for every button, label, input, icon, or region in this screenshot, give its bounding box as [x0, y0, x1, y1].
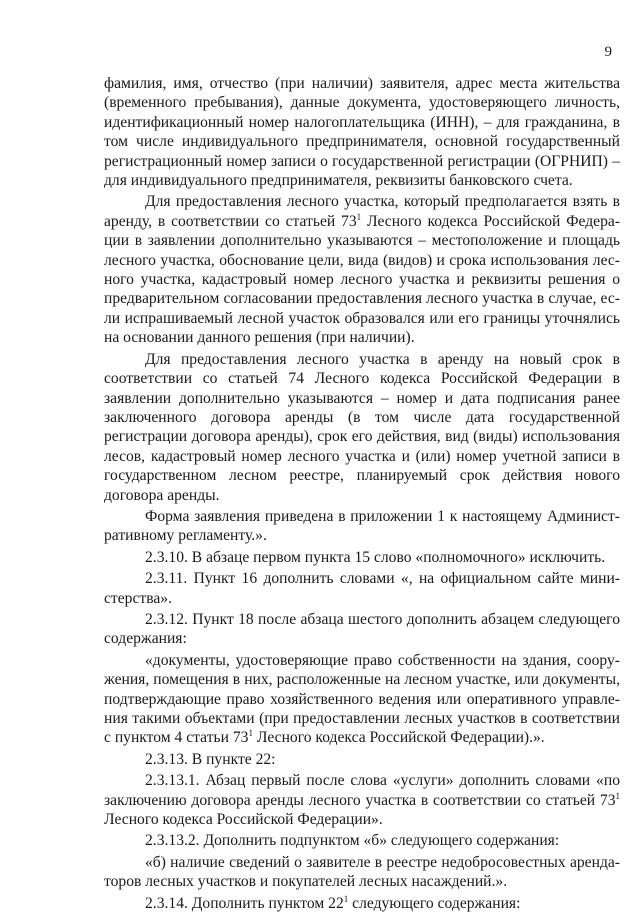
page-number: 9 [604, 44, 612, 60]
paragraph-1: фамилия, имя, отчество (при наличии) заявителя, адрес места жительства (временного пребывания), данные документа, удостоверяющего личность, идентификационный номер налогоплательщика (ИНН), – для гражданина, в том числе индивидуального предпринимателя, основной государственный регистрационный номер записи о государственной регистрации (ОГРНИП) – для индивидуального предпринимателя, реквизиты банковского счета. [104, 75, 620, 190]
document-body [104, 74, 620, 913]
superscript: 1 [615, 790, 620, 801]
paragraph-2-text-before: Для предоставления лесного участка, который предполагается взять в аренду, в соответствии со статьей 73 [104, 193, 620, 230]
paragraph-13-text-after: следующего содержания: [348, 894, 521, 912]
paragraph-8 [104, 651, 620, 748]
paragraph-3: Для предоставления лесного участка в аренду на новый срок в соответствии со статьей 74 Лесного кодекса Российской Федерации в заявлении дополнительно указываются – номер и дата подписания ранее заключенного договора аренды (в том числе дата государственной регистрации договора аренды), срок его действия, вид (виды) использования лесов, кадастровый номер лесного участка и (или) номер учетной записи в государственном лесном реестре, планируемый срок действия нового договора аренды. [104, 350, 620, 504]
paragraph-8-text-after: Лесного кодекса Российской Федерации).». [252, 729, 545, 747]
paragraph-4: Форма заявления приведена в приложении 1 к настоящему Административному регламенту.». [104, 507, 620, 545]
paragraph-9: 2.3.13. В пункте 22: [145, 750, 276, 768]
paragraph-10-text-after: Лесного кодекса Российской Федерации». [104, 811, 383, 829]
paragraph-6: 2.3.11. Пункт 16 дополнить словами «, на официальном сайте министерства». [104, 570, 620, 607]
paragraph-13 [104, 894, 620, 913]
paragraph-10-text-before: 2.3.13.1. Абзац первый после слова «услуги» дополнить словами «по заключению договора аренды лесного участка в соответствии со статьей 73 [104, 772, 620, 809]
paragraph-13-text-before: 2.3.14. Дополнить пунктом 22 [145, 894, 344, 912]
superscript: 1 [248, 728, 253, 739]
paragraph-11: 2.3.13.2. Дополнить подпунктом «б» следующего содержания: [145, 832, 560, 850]
paragraph-12: «б) наличие сведений о заявителе в реестре недобросовестных арендаторов лесных участков и покупателей лесных насаждений.». [104, 853, 620, 891]
superscript: 1 [356, 211, 362, 222]
paragraph-2-text-after: Лесного кодекса Российской Федерации в заявлении дополнительно указываются – местоположение и площадь лесного участка, обоснование цели, вида (видов) и срока использования лесного участка, кадастровый номер лесного участка и реквизиты решения о предварительном согласовании предоставления лесного участка в случае, если испрашиваемый лесной участок образовался или его границы уточнялись на основании данного решения (при наличии). [104, 212, 621, 347]
superscript: 1 [343, 893, 349, 904]
paragraph-10 [104, 771, 620, 829]
paragraph-2 [104, 192, 620, 347]
paragraph-5: 2.3.10. В абзаце первом пункта 15 слово «полномочного» исключить. [145, 548, 606, 566]
paragraph-8-text-before: «документы, удостоверяющие право собственности на здания, сооружения, помещения в них, расположенные на лесном участке, или документы, подтверждающие право хозяйственного ведения или оперативного управления такими объектами (при предоставлении лесных участков в соответствии с пунктом 4 статьи 73 [104, 651, 620, 747]
paragraph-7: 2.3.12. Пункт 18 после абзаца шестого дополнить абзацем следующего содержания: [104, 610, 620, 648]
